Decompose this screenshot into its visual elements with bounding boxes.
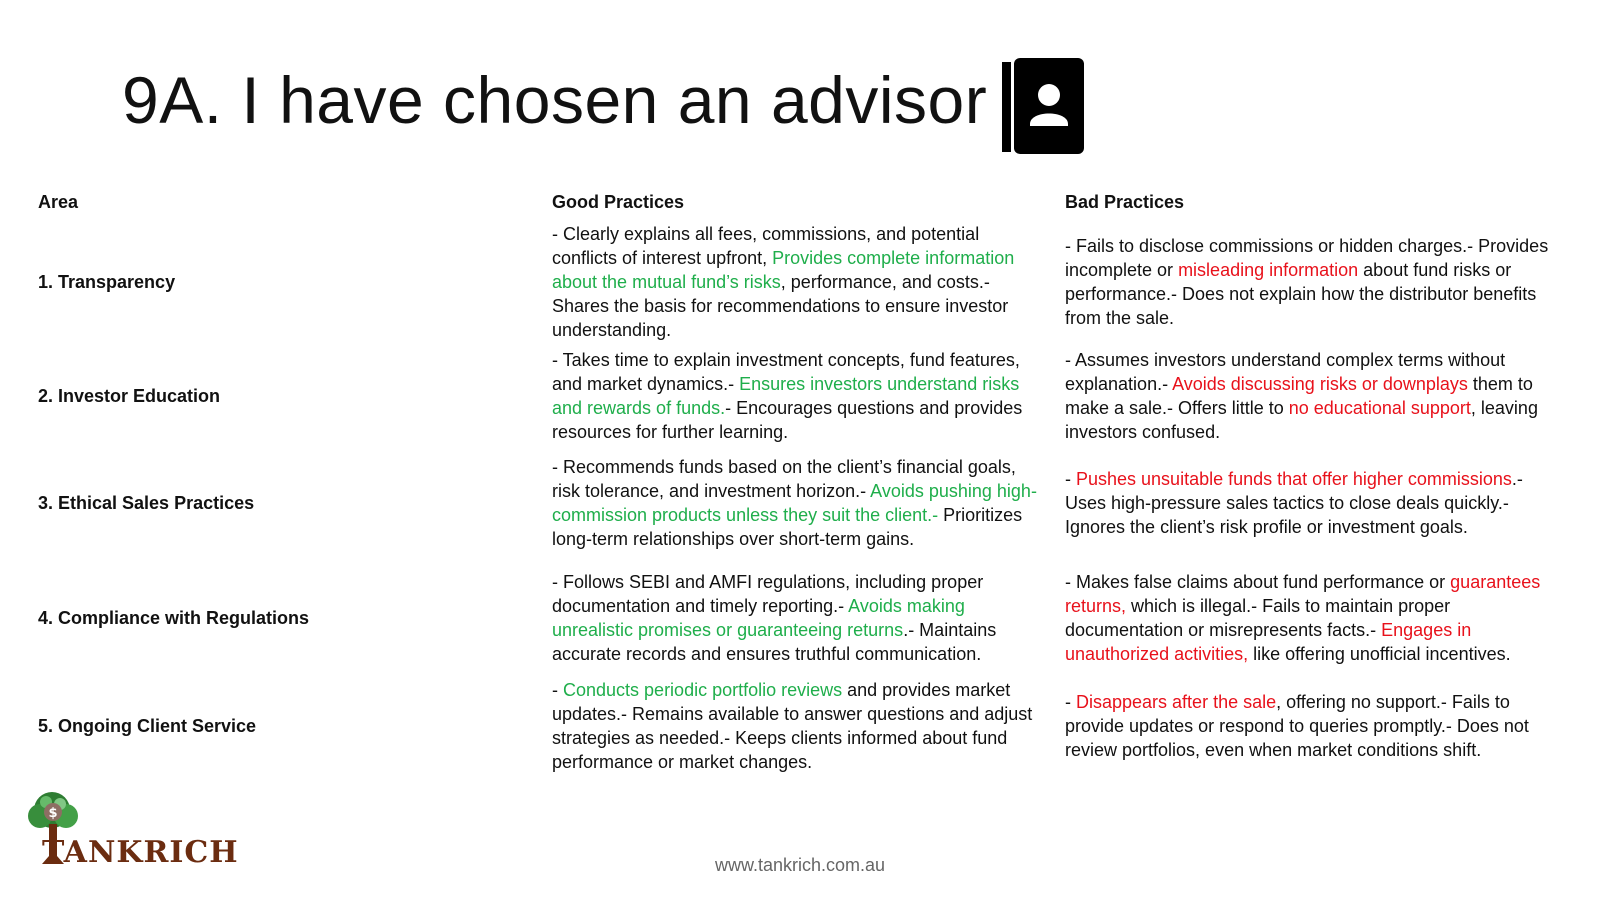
practice-text: , performance, and costs.- Shares the basis for recommendations to ensure investor understanding. [552, 272, 1009, 340]
practice-text: - Encourages questions and provides resources for further learning. [552, 398, 1023, 442]
header-bad-practices: Bad Practices [1065, 192, 1185, 212]
bad-highlight-text: no educational support [1288, 398, 1471, 418]
practice-text: - Fails to disclose commissions or hidden charges.- Provides incomplete or [1065, 236, 1549, 280]
practice-text: .- Uses high-pressure sales tactics to close deals quickly.- Ignores the client’s risk profile or investment goals. [1065, 469, 1523, 537]
area-label: 4. Compliance with Regulations [38, 608, 310, 628]
practice-text: them to make a sale.- Offers little to [1065, 374, 1533, 418]
bad-highlight-text: Pushes unsuitable funds that offer higher commissions [1076, 469, 1512, 489]
good-practice-cell [552, 455, 1042, 551]
bad-practice-cell [1065, 467, 1565, 539]
bad-highlight-text: guarantees returns, [1065, 572, 1541, 616]
contact-book-icon [1002, 58, 1084, 154]
practice-text: - [1065, 692, 1076, 712]
good-practice-cell [552, 348, 1042, 444]
practice-text: - Follows SEBI and AMFI regulations, including proper documentation and timely reporting.- [552, 572, 984, 616]
practice-text: like offering unofficial incentives. [1248, 644, 1511, 664]
header-good-practices: Good Practices [552, 192, 685, 212]
slide-title: 9A. I have chosen an advisor [122, 63, 988, 137]
area-label: 1. Transparency [38, 272, 176, 292]
practice-text: - Makes false claims about fund performance or [1065, 572, 1451, 592]
good-practice-cell [552, 678, 1042, 774]
bad-practice-cell [1065, 570, 1565, 666]
practice-text: - [552, 680, 563, 700]
practice-text: and provides market updates.- Remains available to answer questions and adjust strategies as needed.- Keeps clients informed about fund performance or market changes. [552, 680, 1033, 772]
bad-practice-cell [1065, 348, 1565, 444]
area-label: 3. Ethical Sales Practices [38, 493, 255, 513]
practice-text: - [1065, 469, 1076, 489]
good-highlight-text: Avoids pushing high-commission products unless they suit the client.- [552, 481, 1037, 525]
practice-text: .- Maintains accurate records and ensures truthful communication. [552, 620, 997, 664]
practice-text: - Assumes investors understand complex terms without explanation.- [1065, 350, 1506, 394]
svg-text:$: $ [48, 806, 58, 821]
practice-text: - Clearly explains all fees, commissions, and potential conflicts of interest upfront, [552, 224, 980, 268]
bad-highlight-text: Avoids discussing risks or downplays [1172, 374, 1468, 394]
practice-text: , offering no support.- Fails to provide updates or respond to queries promptly.- Does not review portfolios, even when market conditions shift. [1065, 692, 1529, 760]
bad-highlight-text: Engages in unauthorized activities, [1065, 620, 1472, 664]
good-practice-cell [552, 222, 1042, 342]
area-label: 2. Investor Education [38, 386, 221, 406]
practice-text: , leaving investors confused. [1065, 398, 1538, 442]
practice-text: about fund risks or performance.- Does not explain how the distributor benefits from the sale. [1065, 260, 1537, 328]
good-highlight-text: Ensures investors understand risks and rewards of funds. [552, 374, 1020, 418]
good-practice-cell [552, 570, 1042, 666]
footer-url: www.tankrich.com.au [714, 855, 886, 875]
area-label: 5. Ongoing Client Service [38, 716, 257, 736]
logo-text: TANKRICH [42, 835, 239, 870]
practice-text: which is illegal.- Fails to maintain proper documentation or misrepresents facts.- [1065, 596, 1451, 640]
good-highlight-text: Avoids making unrealistic promises or guaranteeing returns [552, 596, 965, 640]
practice-text: - Recommends funds based on the client’s financial goals, risk tolerance, and investment horizon.- [552, 457, 1016, 501]
practice-text: - Takes time to explain investment concepts, fund features, and market dynamics.- [552, 350, 1020, 394]
bad-practice-cell [1065, 690, 1565, 762]
header-area: Area [38, 192, 79, 212]
bad-highlight-text: Disappears after the sale [1076, 692, 1277, 712]
practice-text: Prioritizes long-term relationships over short-term gains. [552, 505, 1023, 549]
bad-practice-cell [1065, 234, 1565, 330]
bad-highlight-text: misleading information [1178, 260, 1359, 280]
good-highlight-text: Provides complete information about the mutual fund’s risks [552, 248, 1015, 292]
good-highlight-text: Conducts periodic portfolio reviews [563, 680, 843, 700]
